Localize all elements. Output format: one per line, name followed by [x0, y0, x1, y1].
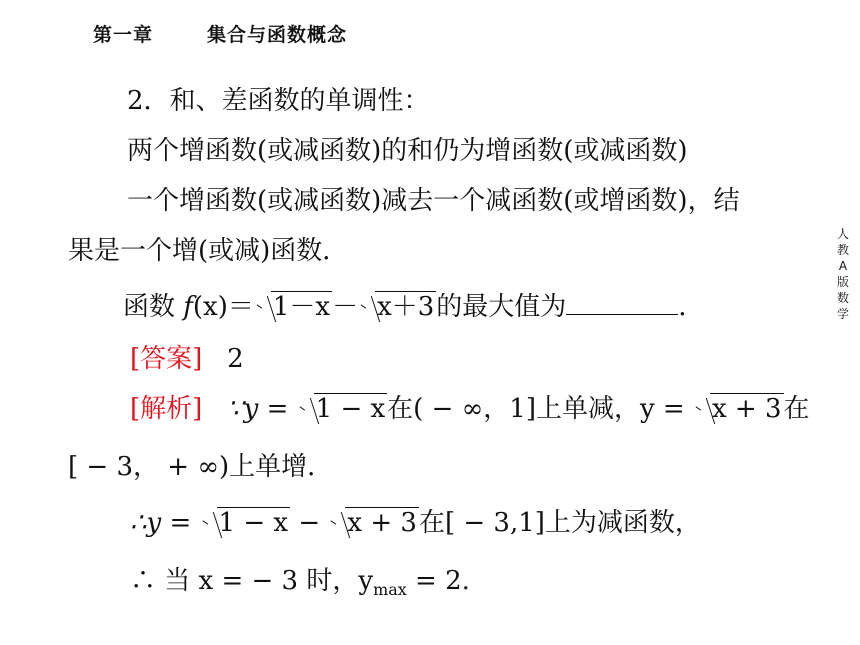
- paragraph-4: 果是一个增(或减)函数．: [68, 236, 349, 266]
- side-char: 教: [836, 243, 849, 257]
- sqrt-expression: 1－x: [256, 290, 332, 324]
- sqrt-expression: x + 3: [695, 392, 784, 426]
- answer-tag: [答案]: [130, 344, 203, 374]
- side-char: 数: [836, 291, 849, 305]
- max-subscript: max: [373, 580, 407, 600]
- paragraph-2: 两个增函数(或减函数)的和仍为增函数(或减函数): [127, 136, 688, 166]
- sqrt-expression: x＋3: [360, 290, 436, 324]
- chapter-label: 第一章: [93, 24, 154, 46]
- function-arg: (x)＝: [192, 292, 254, 322]
- answer-value: 2: [227, 344, 244, 374]
- chapter-title: 集合与函数概念: [207, 24, 348, 46]
- sqrt-expression: 1 − x: [202, 506, 291, 540]
- sqrt-expression: 1 − x: [299, 392, 388, 426]
- answer-line: [130, 342, 244, 376]
- side-char: 版: [836, 275, 849, 289]
- sqrt-expression: x + 3: [330, 506, 419, 540]
- analysis-line-1: [解析] ∵y = 1 − x在( − ∞，1]上单减，y = x + 3在: [130, 394, 810, 424]
- side-char: 学: [836, 307, 849, 321]
- question-suffix: 的最大值为: [436, 292, 567, 322]
- analysis-line-4: ∴ 当 x = − 3 时，$y_{max} = 2$.: [130, 566, 470, 600]
- minus-sign: －: [332, 292, 359, 322]
- answer-blank: [566, 292, 678, 315]
- function-name: f: [183, 292, 193, 322]
- chapter-header: [93, 20, 347, 47]
- question-prefix: 函数: [123, 292, 184, 322]
- paragraph-3: 一个增函数(或减函数)减去一个减函数(或增函数)，结: [127, 186, 740, 216]
- analysis-tag: [解析]: [130, 394, 203, 424]
- side-label: [834, 226, 852, 322]
- question-line: [123, 290, 704, 324]
- paragraph-1: 2．和、差函数的单调性：: [127, 86, 430, 116]
- analysis-line-2: [ − 3， + ∞)上单增．: [68, 452, 334, 482]
- question-end: ．: [678, 292, 705, 322]
- side-char: A: [838, 259, 848, 273]
- analysis-line-3: ∴y = 1 − x − x + 3在[ − 3,1]上为减函数，: [130, 508, 701, 538]
- side-char: 人: [836, 227, 849, 241]
